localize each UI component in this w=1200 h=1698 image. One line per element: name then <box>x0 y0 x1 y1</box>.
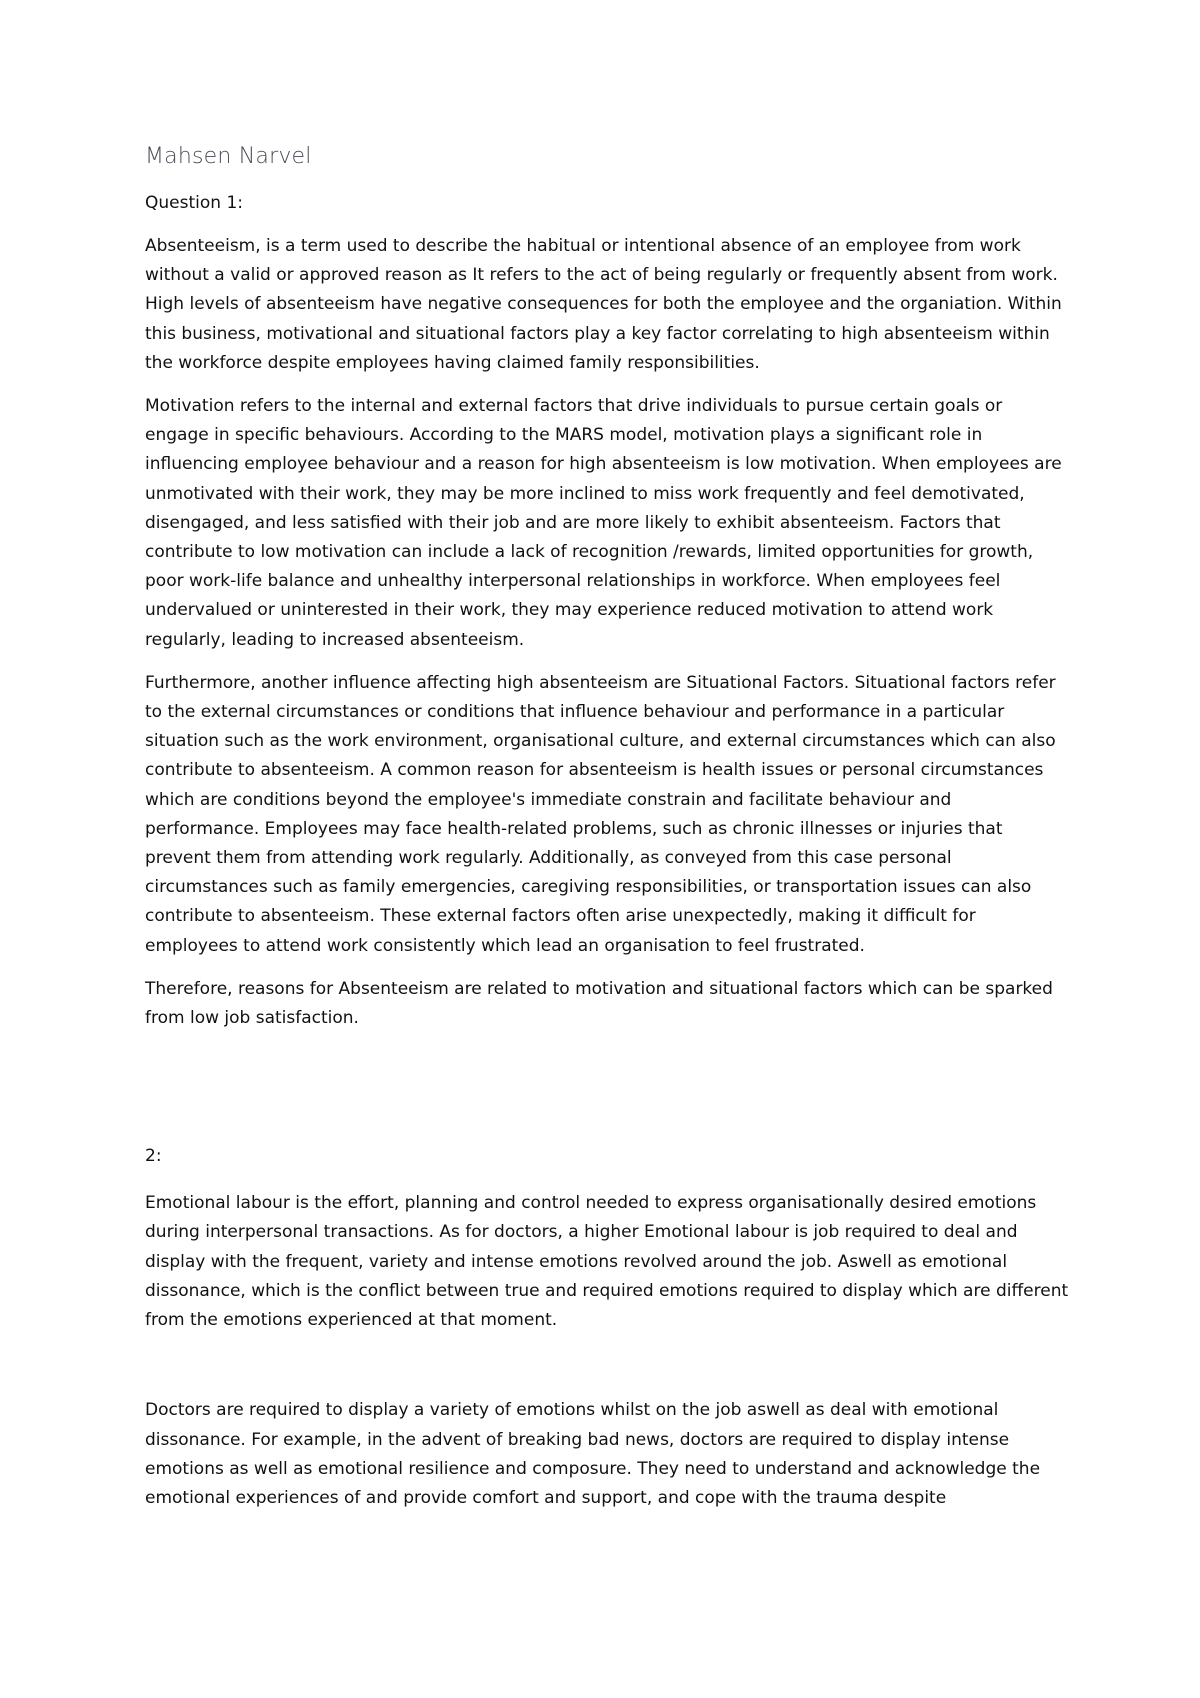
q2-paragraph-doctors: Doctors are required to display a variety of emotions whilst on the job aswell as deal with emotional dissonance. For example, in the advent of breaking bad news, doctors are required to display intense emotions as well as emotional resilience and composure. They need to understand and acknowledge the emotional experiences of and provide comfort and support, and cope with the trauma despite <box>145 1400 1041 1508</box>
question-1-heading: Question 1: <box>145 193 243 213</box>
q1-paragraph-motivation: Motivation refers to the internal and external factors that drive individuals to pursue certain goals or engage in specific behaviours. According to the MARS model, motivation plays a significant role in influencing employee behaviour and a reason for high absenteeism is low motivation. When employees are unmotivated with their work, they may be more inclined to miss work frequently and feel demotivated, disengaged, and less satisfied with their job and are more likely to exhibit absenteeism. Factors that contribute to low motivation can include a lack of recognition /rewards, limited opportunities for growth, poor work-life balance and unhealthy interpersonal relationships in workforce. When employees feel undervalued or uninterested in their work, they may experience reduced motivation to attend work regularly, leading to increased absenteeism. <box>145 396 1062 650</box>
author-name: Mahsen Narvel <box>145 144 312 169</box>
spacer <box>145 1047 1070 1142</box>
q1-paragraph-absenteeism: Absenteeism, is a term used to describe the habitual or intentional absence of an employee from work without a valid or approved reason as It refers to the act of being regularly or frequently absent from work. High levels of absenteeism have negative consequences for both the employee and the organiation. Within this business, motivational and situational factors play a key factor correlating to high absenteeism within the workforce despite employees having claimed family responsibilities. <box>145 236 1062 373</box>
q1-paragraph-situational-factors: Furthermore, another influence affecting high absenteeism are Situational Factors. Situational factors refer to the external circumstances or conditions that influence behaviour and performance in a particular situation such as the work environment, organisational culture, and external circumstances which can also contribute to absenteeism. A common reason for absenteeism is health issues or personal circumstances which are conditions beyond the employee's immediate constrain and facilitate behaviour and performance. Employees may face health-related problems, such as chronic illnesses or injuries that prevent them from attending work regularly. Additionally, as conveyed from this case personal circumstances such as family emergencies, caregiving responsibilities, or transportation issues can also contribute to absenteeism. These external factors often arise unexpectedly, making it difficult for employees to attend work consistently which lead an organisation to feel frustrated. <box>145 672 1056 956</box>
spacer <box>145 1349 1070 1396</box>
q1-paragraph-conclusion: Therefore, reasons for Absenteeism are related to motivation and situational factors which can be sparked from low job satisfaction. <box>145 978 1053 1029</box>
q2-paragraph-emotional-labour: Emotional labour is the effort, planning and control needed to express organisationally desired emotions during interpersonal transactions. As for doctors, a higher Emotional labour is job required to deal and display with the frequent, variety and intense emotions revolved around the job. Aswell as emotional dissonance, which is the conflict between true and required emotions required to display which are different from the emotions experienced at that moment. <box>145 1193 1069 1331</box>
question-2-heading: 2: <box>145 1146 162 1167</box>
document-body <box>145 144 1070 1527</box>
